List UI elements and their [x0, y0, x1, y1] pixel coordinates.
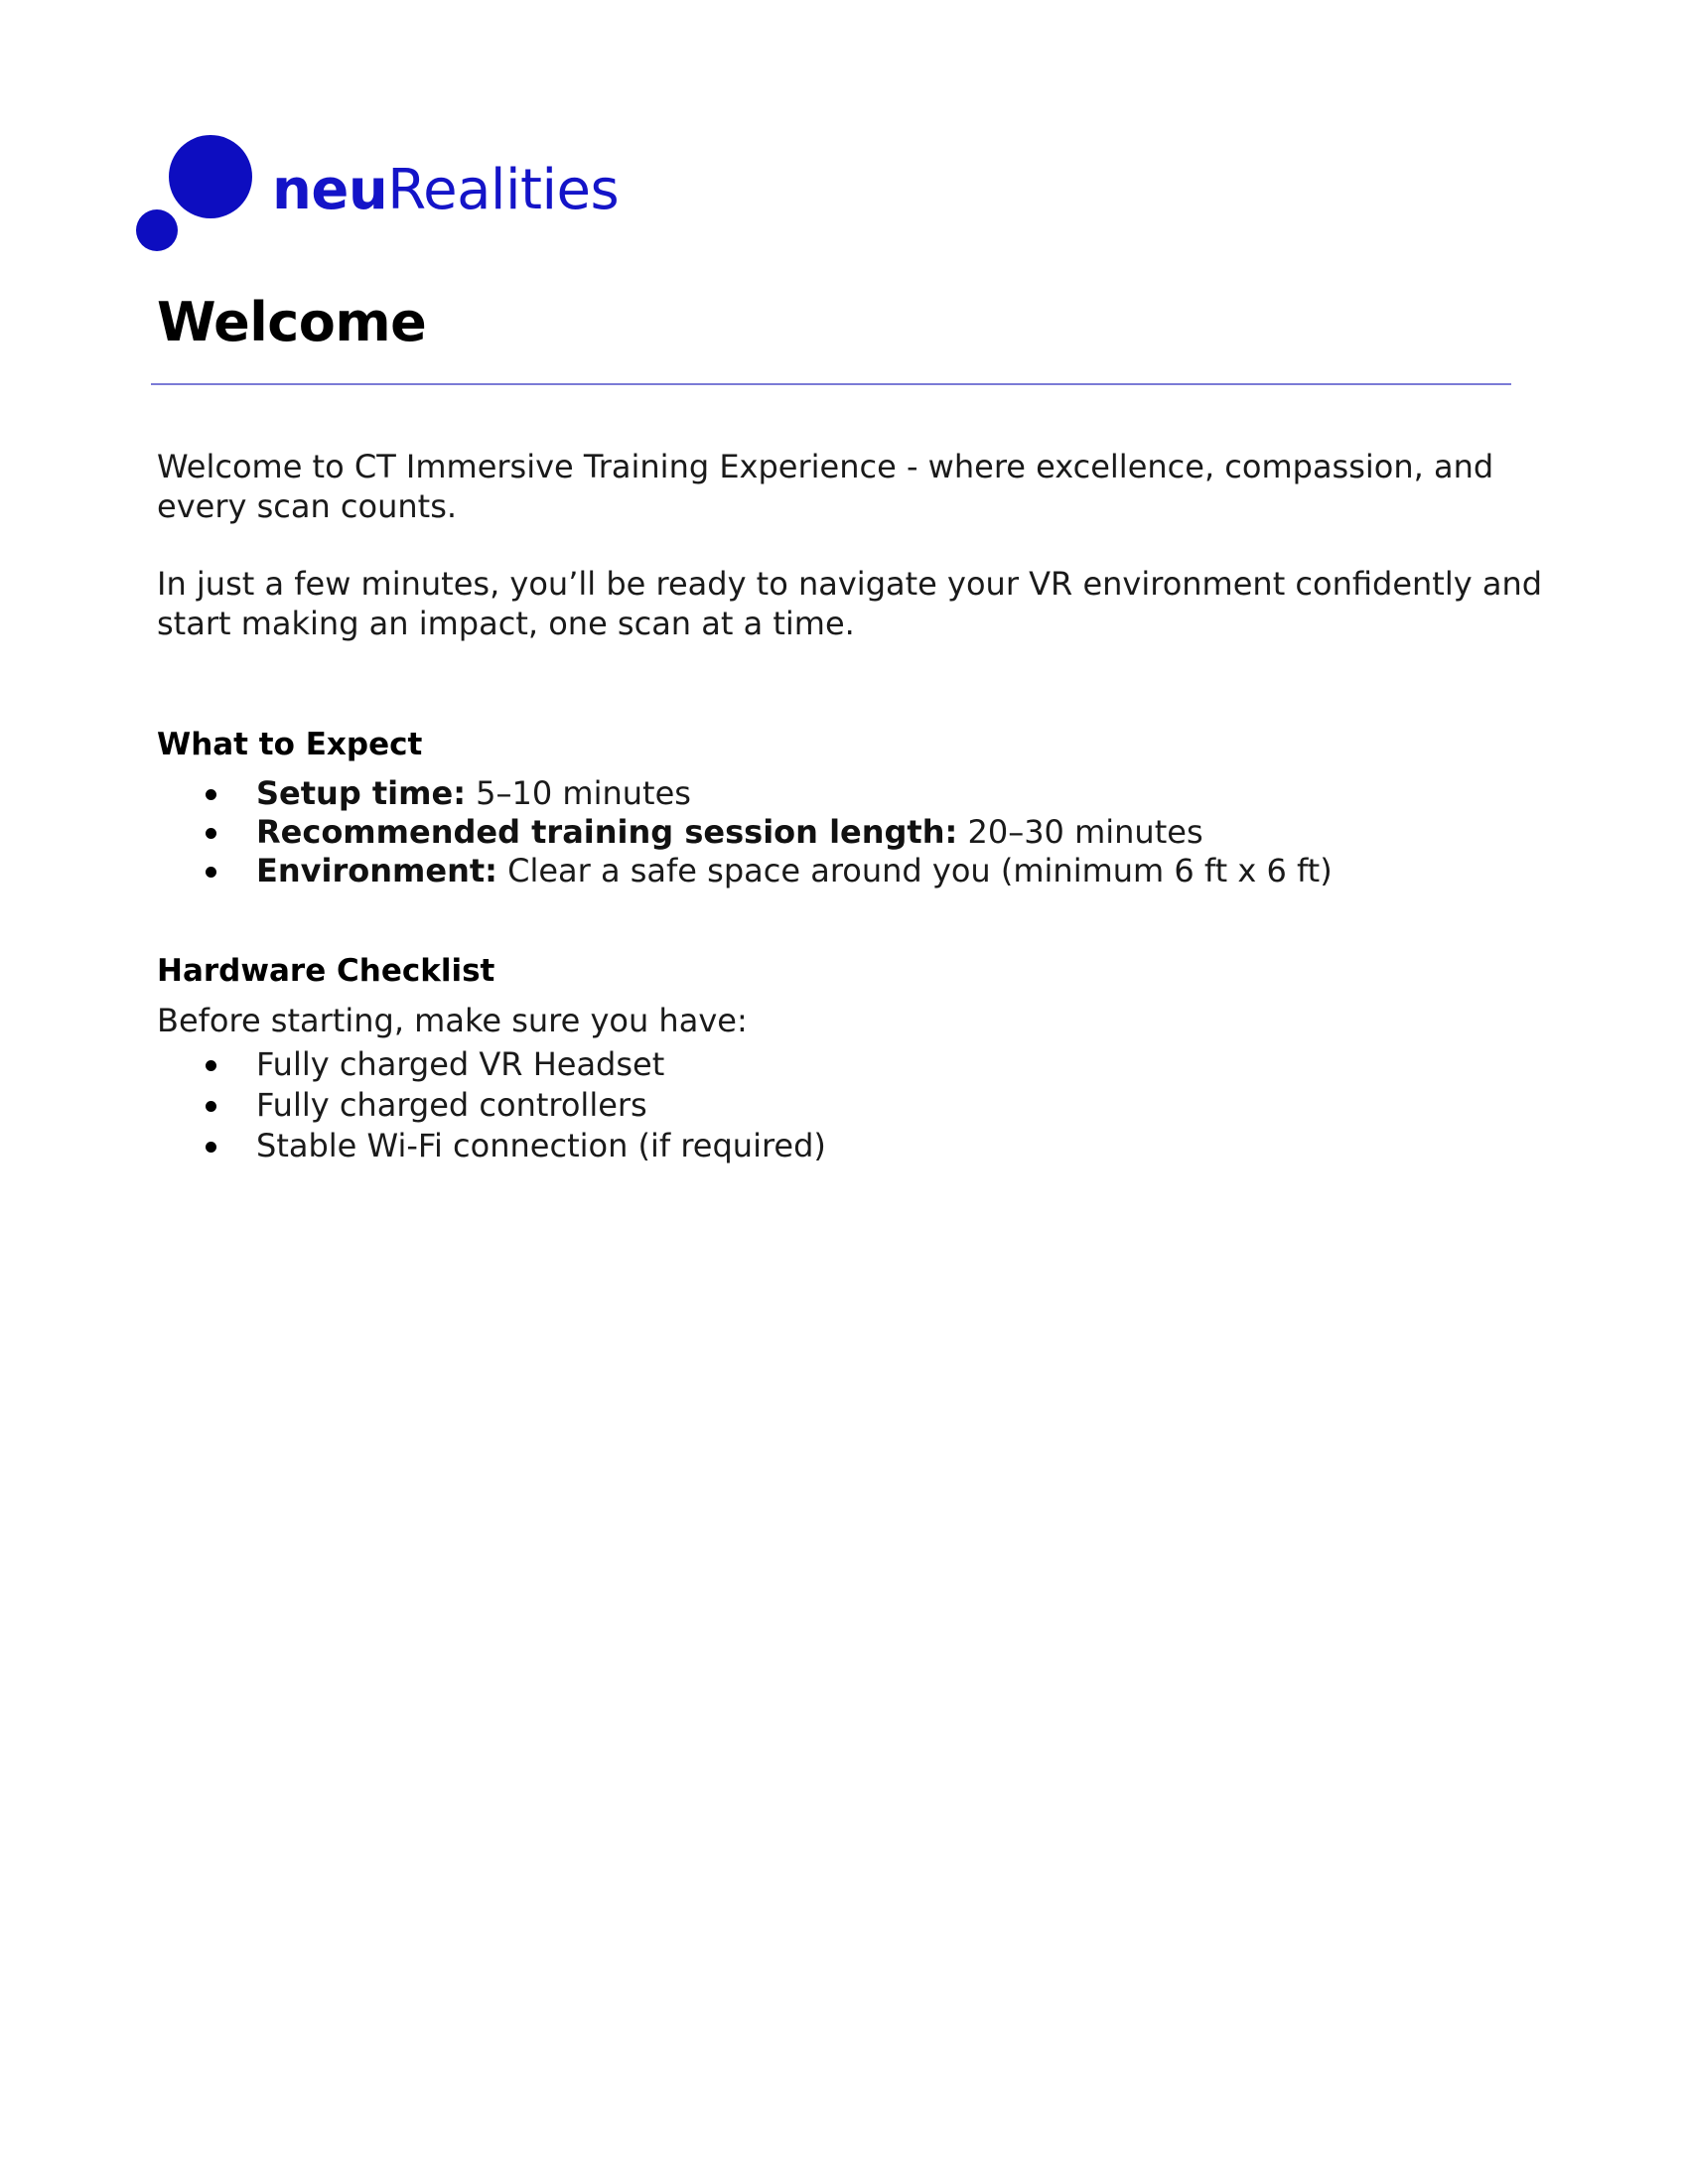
item-text: Fully charged VR Headset — [256, 1045, 665, 1083]
brand-name-bold: neu — [272, 158, 388, 222]
item-value: 20–30 minutes — [957, 813, 1203, 851]
small-bubble — [136, 209, 178, 251]
item-value: Clear a safe space around you (minimum 6 ft x 6 ft) — [496, 852, 1333, 889]
bullet-icon — [206, 789, 216, 800]
brand-bubbles-icon — [135, 135, 264, 254]
brand-logo — [135, 135, 651, 254]
bullet-icon — [206, 1142, 216, 1153]
page-title: Welcome — [157, 291, 427, 353]
expect-list — [0, 774, 1489, 890]
item-text: Fully charged controllers — [256, 1086, 647, 1124]
item-label: Environment: — [256, 852, 497, 889]
intro-paragraph-1: Welcome to CT Immersive Training Experience - where excellence, compassion, and every scan counts. — [157, 448, 1494, 525]
list-item — [0, 774, 1489, 813]
bullet-icon — [206, 867, 216, 878]
section-heading-what-to-expect: What to Expect — [157, 727, 423, 762]
title-divider — [151, 383, 1511, 385]
bullet-icon — [206, 828, 216, 839]
brand-name-light: Realities — [387, 158, 620, 222]
bullet-icon — [206, 1060, 216, 1071]
brand-name — [272, 158, 620, 222]
item-label: Setup time: — [256, 774, 466, 812]
intro-paragraph-2: In just a few minutes, you’ll be ready to navigate your VR environment confidently and start making an impact, one scan at a time. — [157, 565, 1543, 642]
item-text: Stable Wi-Fi connection (if required) — [256, 1127, 826, 1164]
hardware-list — [0, 1044, 1489, 1166]
list-item — [0, 1126, 1489, 1166]
list-item — [0, 1085, 1489, 1126]
bullet-icon — [206, 1101, 216, 1112]
section-heading-hardware-checklist: Hardware Checklist — [157, 953, 495, 989]
list-item — [0, 813, 1489, 852]
list-item — [0, 1044, 1489, 1085]
item-label: Recommended training session length: — [256, 813, 958, 851]
hardware-intro: Before starting, make sure you have: — [157, 1002, 748, 1039]
list-item — [0, 852, 1489, 890]
item-value: 5–10 minutes — [465, 774, 691, 812]
large-bubble — [169, 135, 252, 218]
